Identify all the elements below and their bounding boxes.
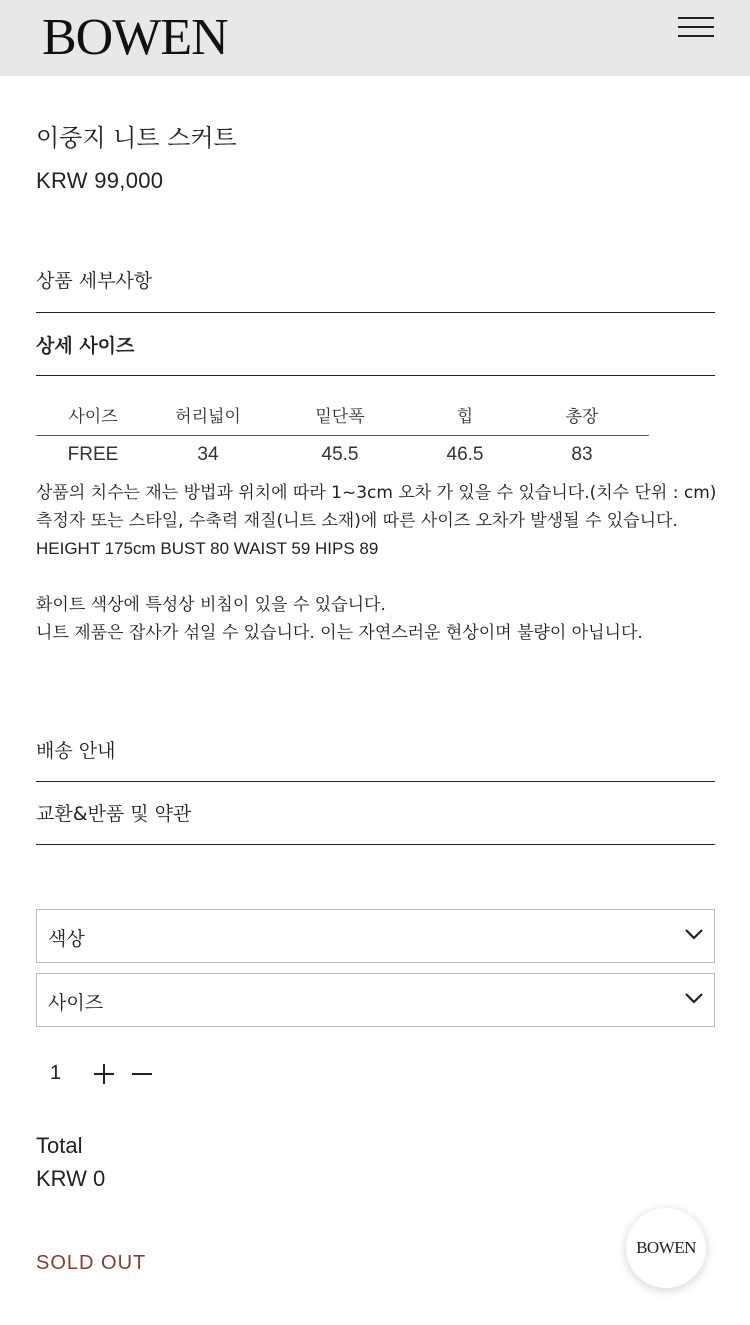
total-label: Total	[36, 1133, 83, 1158]
table-cell: 46.5	[446, 444, 484, 465]
table-header-cell: 밑단폭	[315, 407, 365, 427]
section-label: 상세 사이즈	[36, 335, 135, 357]
section-label: 상품 세부사항	[36, 270, 153, 292]
product-price: KRW 99,000	[36, 168, 164, 193]
section-label: 배송 안내	[36, 740, 116, 762]
note-line: 측정자 또는 스타일, 수축력 재질(니트 소재)에 따른 사이즈 오차가 발생될 수 있습니다.	[36, 511, 678, 531]
select-value: 사이즈	[48, 992, 104, 1014]
total-value: KRW 0	[36, 1166, 106, 1191]
section-label: 교환&반품 및 약관	[36, 803, 192, 825]
table-cell: 34	[197, 444, 219, 465]
chevron-down-icon	[684, 991, 704, 1005]
minus-icon[interactable]	[130, 1062, 154, 1086]
sold-out-status: SOLD OUT	[36, 1252, 147, 1274]
color-select[interactable]	[36, 909, 715, 963]
note-line: 상품의 치수는 재는 방법과 위치에 따라 1~3cm 오차 가 있을 수 있습니다.(치수 단위 : cm)	[36, 483, 717, 503]
section-shipping[interactable]	[36, 722, 715, 782]
floating-brand-button[interactable]	[626, 1208, 706, 1288]
floating-brand-label: BOWEN	[636, 1238, 696, 1257]
table-cell: 83	[571, 444, 593, 465]
size-notes	[36, 479, 726, 647]
quantity-value[interactable]: 1	[50, 1062, 62, 1084]
table-cell: FREE	[67, 444, 119, 465]
brand-logo[interactable]: BOWEN	[42, 9, 228, 66]
section-exchange-return[interactable]	[36, 782, 715, 845]
table-header-cell: 허리넓이	[175, 407, 241, 427]
table-cell: 45.5	[321, 444, 359, 465]
header-bar	[0, 0, 750, 76]
chevron-down-icon	[684, 927, 704, 941]
table-header-cell: 총장	[565, 407, 599, 427]
product-title: 이중지 니트 스커트	[36, 124, 237, 152]
note-line: 화이트 색상에 특성상 비침이 있을 수 있습니다.	[36, 595, 386, 615]
hamburger-menu-icon[interactable]	[676, 14, 716, 42]
note-line: 니트 제품은 잡사가 섞일 수 있습니다. 이는 자연스러운 현상이며 불량이 아닙니다.	[36, 623, 643, 643]
size-select[interactable]	[36, 973, 715, 1027]
table-header-cell: 힙	[456, 407, 474, 427]
model-measurements: HEIGHT 175cm BUST 80 WAIST 59 HIPS 89	[36, 539, 379, 558]
table-header-cell: 사이즈	[68, 407, 118, 427]
section-size-detail[interactable]	[36, 313, 715, 376]
section-product-detail[interactable]	[36, 252, 715, 313]
size-table-header	[36, 396, 649, 436]
select-value: 색상	[48, 928, 85, 950]
plus-icon[interactable]	[92, 1062, 116, 1086]
